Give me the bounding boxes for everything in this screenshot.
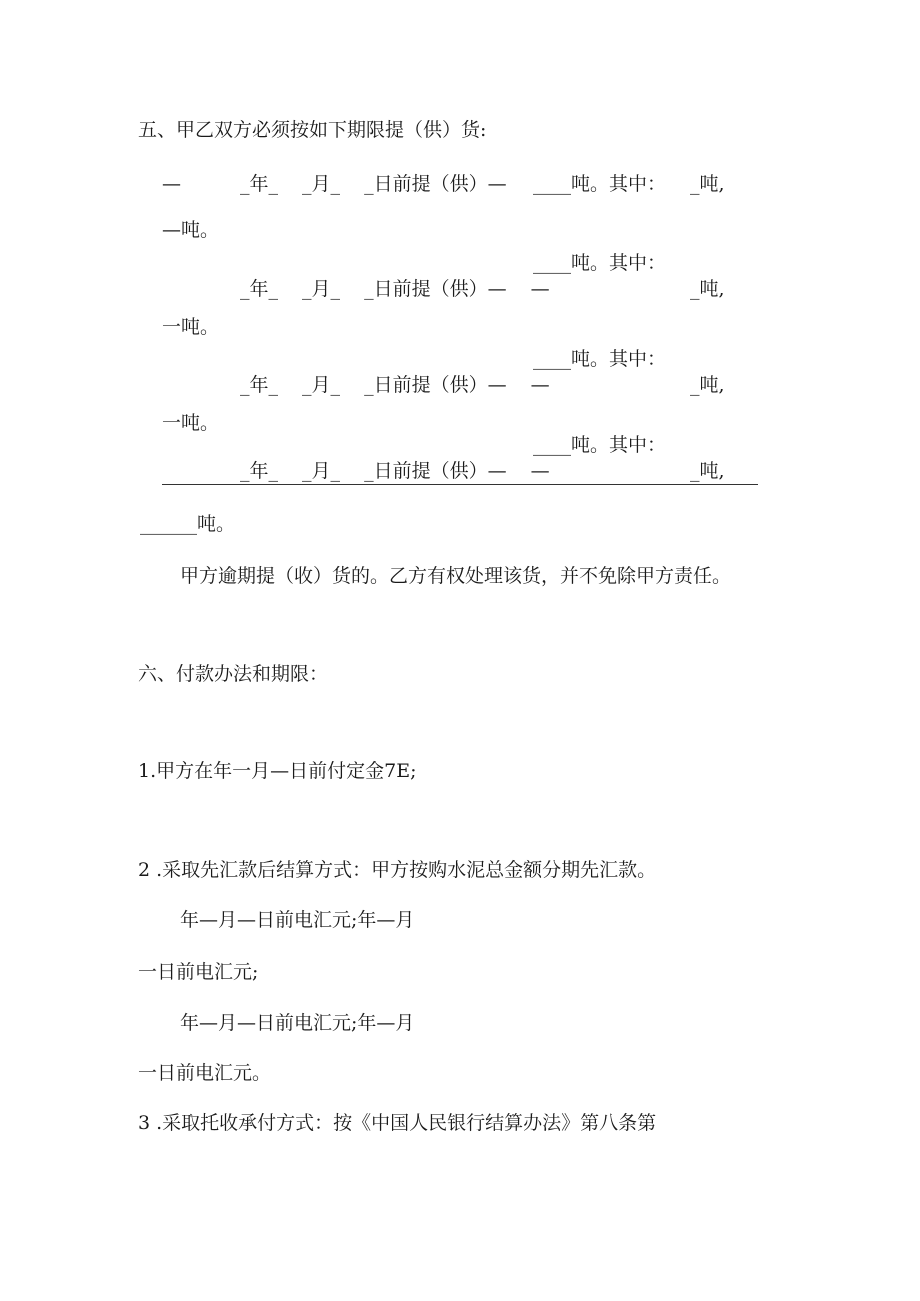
payment-item-2-line-2: 一日前电汇元; bbox=[138, 961, 259, 983]
row3-date: _年_ _月_ _日前提（供）— — bbox=[240, 374, 550, 396]
row1-date: _年_ _月_ _日前提（供）— bbox=[240, 173, 507, 195]
row3-tons: ____吨。其中： bbox=[533, 348, 667, 370]
row3-remainder: 一吨。 bbox=[162, 412, 220, 434]
row1-remainder: —吨。 bbox=[162, 219, 220, 241]
row1-part: _吨, bbox=[690, 173, 725, 195]
payment-item-2-line-1: 年—月—日前电汇元;年—月 bbox=[180, 909, 415, 931]
row4-underline bbox=[162, 484, 758, 485]
row4-remainder: ______吨。 bbox=[140, 513, 236, 535]
row4-tons: ____吨。其中： bbox=[533, 434, 667, 456]
payment-item-2: 2 .采取先汇款后结算方式：甲方按购水泥总金额分期先汇款。 bbox=[138, 859, 657, 881]
payment-item-2-line-4: 一日前电汇元。 bbox=[138, 1062, 272, 1084]
row2-tons: ____吨。其中： bbox=[533, 252, 667, 274]
row1-tons: ____吨。其中： bbox=[533, 173, 667, 195]
row2-remainder: 一吨。 bbox=[162, 316, 220, 338]
row4-date: _年_ _月_ _日前提（供）— — bbox=[240, 460, 550, 482]
row1-leading-dash: — bbox=[162, 173, 181, 195]
overdue-note: 甲方逾期提（收）货的。乙方有权处理该货，并不免除甲方责任。 bbox=[180, 565, 732, 587]
section-5-heading: 五、甲乙双方必须按如下期限提（供）货: bbox=[138, 119, 487, 141]
payment-item-2-line-3: 年—月—日前电汇元;年—月 bbox=[180, 1012, 415, 1034]
row2-part: _吨, bbox=[690, 278, 725, 300]
row4-part: _吨, bbox=[690, 460, 725, 482]
payment-item-1: 1.甲方在年一月—日前付定金7E; bbox=[138, 760, 417, 782]
payment-item-3: 3 .采取托收承付方式：按《中国人民银行结算办法》第八条第 bbox=[138, 1112, 657, 1134]
row2-date: _年_ _月_ _日前提（供）— — bbox=[240, 278, 550, 300]
section-6-heading: 六、付款办法和期限： bbox=[138, 663, 329, 685]
row3-part: _吨, bbox=[690, 374, 725, 396]
